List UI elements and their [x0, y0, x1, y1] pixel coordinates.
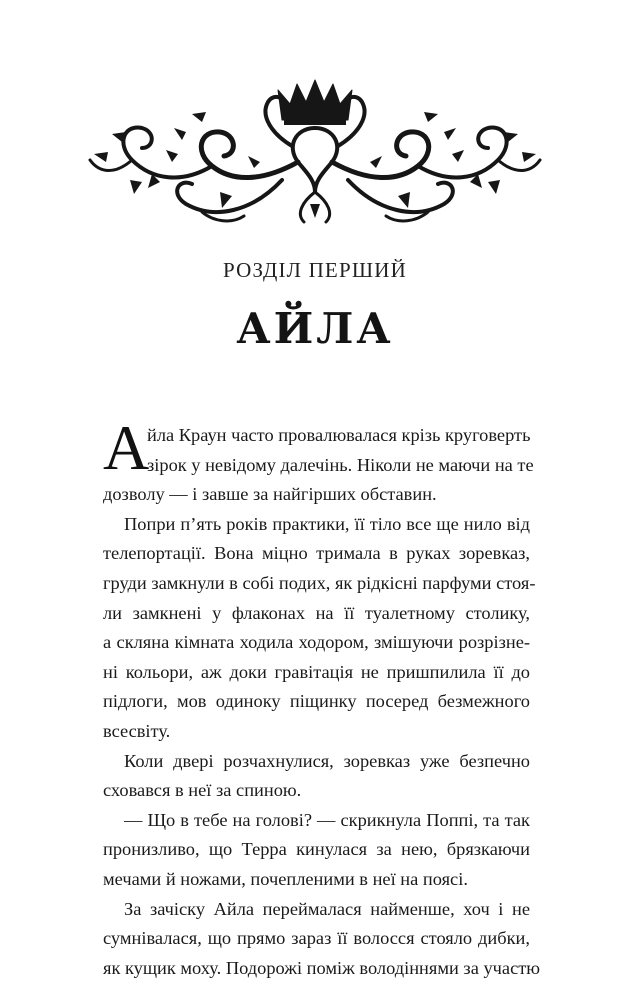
chapter-label: РОЗДІЛ ПЕРШИЙ — [223, 258, 407, 282]
drop-cap: А — [103, 412, 150, 483]
text-line: підлоги, мов одиноку піщинку посеред безмежного — [103, 691, 530, 712]
text-line: ли замкнені у флаконах на її туалетному столику, — [103, 602, 530, 623]
text-line: пронизливо, що Терра кинулася за нею, брязкаючи — [103, 839, 530, 860]
text-line: всесвіту. — [103, 720, 171, 741]
text-line: Коли двері розчахнулися, зоревказ уже безпечно — [124, 750, 530, 771]
text-line: а скляна кімната ходила ходором, змішуючи розрізне- — [103, 632, 530, 653]
chapter-title: АЙЛА — [236, 304, 394, 353]
text-line: сумнівалася, що прямо зараз її волосся стояло дибки, — [103, 928, 530, 949]
text-line: телепортації. Вона міцно тримала в руках зоревказ, — [103, 543, 530, 564]
text-line: мечами й ножами, почепленими в неї на поясі. — [103, 868, 468, 889]
text-line: ні кольори, аж доки гравітація не пришпилила її до — [103, 661, 530, 682]
text-line: За зачіску Айла переймалася найменше, хоч і не — [124, 898, 530, 919]
text-line: дозволу — і завше за найгірших обставин. — [103, 484, 437, 505]
crown-vine-ornament — [82, 62, 548, 230]
text-line: сховався в неї за спиною. — [103, 780, 302, 801]
text-line: йла Краун часто провалювалася крізь круговерть — [147, 425, 531, 445]
text-line: як кущик моху. Подорожі поміж володіннями за участю — [103, 957, 541, 978]
text-line: Попри п’ять років практики, її тіло все ще нило від — [124, 513, 530, 534]
text-line: — Що в тебе на голові? — скрикнула Поппі, та так — [124, 809, 530, 830]
body-text — [103, 421, 541, 983]
text-line: груди замкнули в собі подих, як рідкісні парфуми стоя- — [103, 572, 536, 593]
crown-icon — [278, 80, 352, 120]
text-line: зірок у невідому далечінь. Ніколи не маючи на те — [147, 454, 534, 475]
